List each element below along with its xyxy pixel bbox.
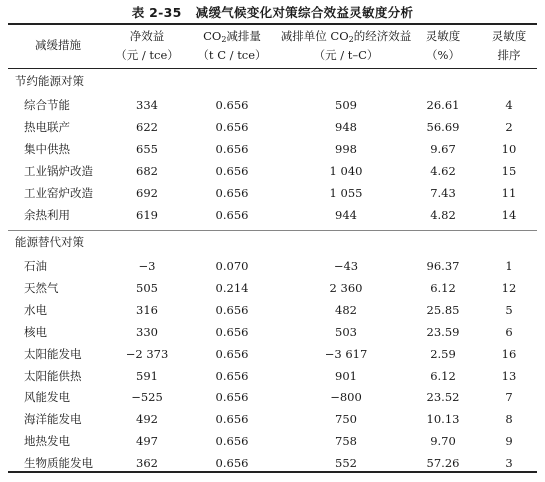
cell-co2-reduction: 0.656	[215, 390, 249, 404]
cell-unit-economic-benefit: 509	[335, 98, 357, 112]
cell-co2-reduction: 0.656	[215, 434, 249, 448]
cell-sensitivity: 10.13	[426, 412, 460, 426]
cell-sensitivity: 9.67	[430, 142, 456, 156]
cell-unit-economic-benefit: 2 360	[329, 281, 363, 295]
cell-net-benefit: 497	[136, 434, 158, 448]
cell-sensitivity: 4.82	[430, 208, 456, 222]
cell-rank: 15	[501, 164, 517, 178]
cell-sensitivity: 4.62	[430, 164, 456, 178]
cell-unit-economic-benefit: 503	[335, 325, 357, 339]
top-rule	[8, 23, 537, 25]
header-sensitivity-unit: （%）	[426, 48, 460, 62]
cell-net-benefit: 655	[136, 142, 158, 156]
cell-unit-economic-benefit: −43	[333, 259, 359, 273]
cell-sensitivity: 25.85	[426, 303, 460, 317]
group-title: 节约能源对策	[15, 74, 84, 88]
cell-measure-name: 余热利用	[24, 208, 70, 222]
cell-sensitivity: 96.37	[426, 259, 460, 273]
cell-net-benefit: −525	[131, 390, 163, 404]
cell-rank: 10	[501, 142, 517, 156]
cell-net-benefit: 334	[136, 98, 158, 112]
cell-net-benefit: 505	[136, 281, 158, 295]
cell-co2-reduction: 0.656	[215, 456, 249, 470]
cell-unit-economic-benefit: 948	[335, 120, 357, 134]
cell-co2-reduction: 0.656	[215, 369, 249, 383]
group-separator	[8, 230, 537, 231]
cell-unit-economic-benefit: 901	[335, 369, 357, 383]
cell-measure-name: 集中供热	[24, 142, 70, 156]
cell-unit-economic-benefit: 552	[335, 456, 357, 470]
header-rule	[8, 68, 537, 69]
cell-measure-name: 海洋能发电	[24, 412, 82, 426]
cell-co2-reduction: 0.656	[215, 164, 249, 178]
cell-rank: 3	[505, 456, 513, 470]
cell-sensitivity: 7.43	[430, 186, 456, 200]
cell-co2-reduction: 0.656	[215, 142, 249, 156]
header-net-benefit: 净效益	[129, 29, 165, 43]
cell-net-benefit: 619	[136, 208, 158, 222]
cell-measure-name: 热电联产	[24, 120, 70, 134]
cell-sensitivity: 57.26	[426, 456, 460, 470]
header-unit-economic-benefit: 减排单位 $CO_2$的经济效益	[280, 29, 412, 44]
cell-unit-economic-benefit: 998	[335, 142, 357, 156]
cell-net-benefit: 362	[136, 456, 158, 470]
cell-measure-name: 生物质能发电	[24, 456, 93, 470]
group-title: 能源替代对策	[15, 235, 84, 249]
cell-rank: 9	[505, 434, 513, 448]
cell-sensitivity: 23.52	[426, 390, 460, 404]
cell-net-benefit: 682	[136, 164, 158, 178]
cell-unit-economic-benefit: −800	[330, 390, 362, 404]
cell-measure-name: 地热发电	[24, 434, 70, 448]
cell-unit-economic-benefit: −3 617	[324, 347, 368, 361]
cell-sensitivity: 6.12	[430, 281, 456, 295]
cell-unit-economic-benefit: 750	[335, 412, 357, 426]
cell-co2-reduction: 0.656	[215, 98, 249, 112]
cell-rank: 11	[501, 186, 517, 200]
cell-sensitivity: 9.70	[430, 434, 456, 448]
cell-net-benefit: 492	[136, 412, 158, 426]
cell-rank: 14	[501, 208, 517, 222]
cell-co2-reduction: 0.656	[215, 347, 249, 361]
table-caption	[0, 3, 545, 21]
cell-co2-reduction: 0.070	[215, 259, 249, 273]
cell-unit-economic-benefit: 1 040	[329, 164, 363, 178]
cell-rank: 1	[505, 259, 513, 273]
cell-unit-economic-benefit: 482	[335, 303, 357, 317]
cell-unit-economic-benefit: 1 055	[329, 186, 363, 200]
cell-co2-reduction: 0.656	[215, 120, 249, 134]
cell-rank: 2	[505, 120, 513, 134]
header-unit-economic-benefit-unit: （元 / t–C）	[313, 48, 379, 62]
cell-net-benefit: 330	[136, 325, 158, 339]
header-net-benefit-unit: （元 / tce）	[115, 48, 179, 62]
cell-net-benefit: −2 373	[125, 347, 169, 361]
cell-net-benefit: 316	[136, 303, 158, 317]
cell-rank: 5	[505, 303, 513, 317]
header-co2-reduction: $CO_2$减排量	[203, 29, 261, 44]
cell-rank: 13	[501, 369, 517, 383]
header-co2-reduction-unit: （t C / tce）	[197, 48, 267, 62]
cell-co2-reduction: 0.656	[215, 412, 249, 426]
cell-sensitivity: 6.12	[430, 369, 456, 383]
cell-co2-reduction: 0.656	[215, 303, 249, 317]
cell-measure-name: 工业锅炉改造	[24, 164, 93, 178]
header-rank-sub: 排序	[497, 48, 521, 62]
cell-unit-economic-benefit: 758	[335, 434, 357, 448]
table-number: 表 2-35	[131, 5, 182, 20]
cell-sensitivity: 23.59	[426, 325, 460, 339]
cell-net-benefit: 591	[136, 369, 158, 383]
cell-co2-reduction: 0.656	[215, 208, 249, 222]
cell-rank: 12	[501, 281, 517, 295]
cell-measure-name: 太阳能供热	[24, 369, 82, 383]
cell-net-benefit: 692	[136, 186, 158, 200]
cell-co2-reduction: 0.656	[215, 325, 249, 339]
header-sensitivity: 灵敏度	[425, 29, 461, 43]
cell-measure-name: 风能发电	[24, 390, 70, 404]
cell-sensitivity: 26.61	[426, 98, 460, 112]
cell-measure-name: 工业窑炉改造	[24, 186, 93, 200]
cell-net-benefit: −3	[138, 259, 156, 273]
bottom-rule	[8, 471, 537, 473]
cell-measure-name: 水电	[24, 303, 47, 317]
header-rank: 灵敏度	[491, 29, 527, 43]
cell-rank: 7	[505, 390, 513, 404]
cell-rank: 6	[505, 325, 513, 339]
table-title: 减缓气候变化对策综合效益灵敏度分析	[195, 5, 414, 20]
cell-rank: 16	[501, 347, 517, 361]
cell-measure-name: 太阳能发电	[24, 347, 82, 361]
cell-rank: 8	[505, 412, 513, 426]
header-measure: 减缓措施	[35, 38, 81, 52]
cell-measure-name: 天然气	[24, 281, 59, 295]
cell-sensitivity: 2.59	[430, 347, 456, 361]
cell-co2-reduction: 0.656	[215, 186, 249, 200]
cell-unit-economic-benefit: 944	[335, 208, 357, 222]
cell-co2-reduction: 0.214	[215, 281, 249, 295]
cell-measure-name: 核电	[24, 325, 47, 339]
cell-net-benefit: 622	[136, 120, 158, 134]
cell-measure-name: 综合节能	[24, 98, 70, 112]
cell-measure-name: 石油	[24, 259, 47, 273]
cell-rank: 4	[505, 98, 513, 112]
cell-sensitivity: 56.69	[426, 120, 460, 134]
